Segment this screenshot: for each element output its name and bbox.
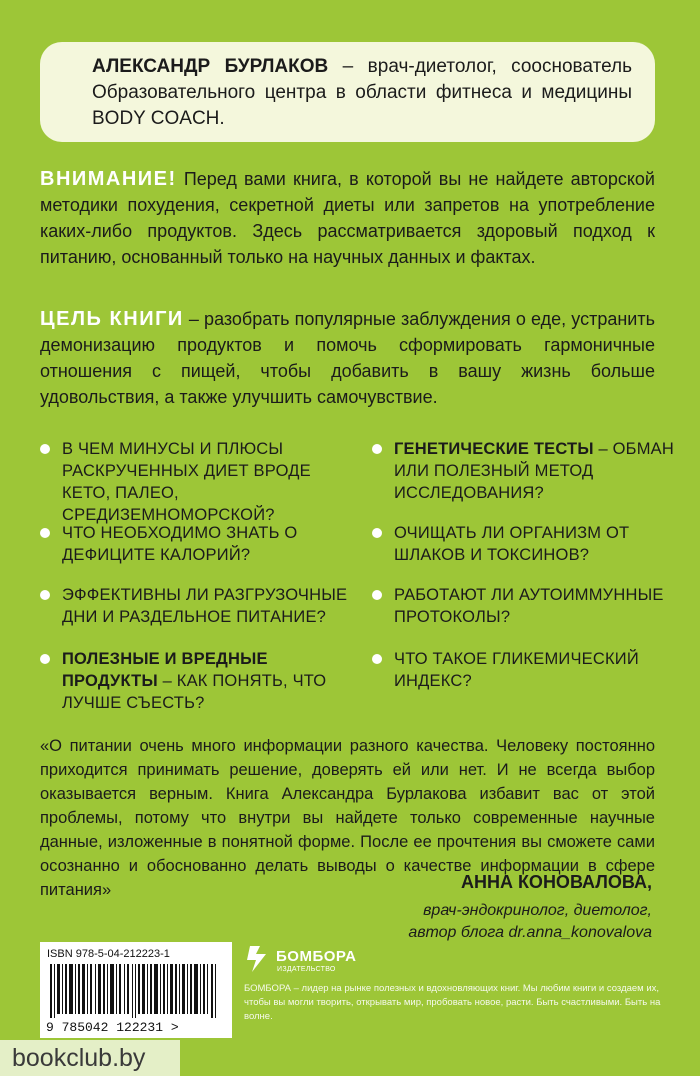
author-bio-text: – врач-диетолог, сооснователь Образовательного центра в области фитнеса и медицины BODY COACH. bbox=[92, 56, 632, 129]
question-item bbox=[394, 438, 674, 504]
bullet-icon bbox=[372, 528, 382, 538]
bullet-icon bbox=[40, 590, 50, 600]
question-bold: ГЕНЕТИЧЕСКИЕ ТЕСТЫ bbox=[394, 440, 594, 458]
bullet-icon bbox=[40, 444, 50, 454]
attention-lead: ВНИМАНИЕ! bbox=[40, 168, 177, 190]
question-text: ЧТО НЕОБХОДИМО ЗНАТЬ О ДЕФИЦИТЕ КАЛОРИЙ? bbox=[62, 524, 298, 564]
question-item bbox=[62, 648, 362, 714]
reviewer-role-line1: врач-эндокринолог, диетолог, bbox=[423, 902, 652, 919]
question-text: ЭФФЕКТИВНЫ ЛИ РАЗГРУЗОЧНЫЕ ДНИ И РАЗДЕЛЬНОЕ ПИТАНИЕ? bbox=[62, 586, 348, 626]
goal-paragraph bbox=[40, 306, 655, 410]
watermark bbox=[0, 1040, 180, 1076]
author-box bbox=[40, 42, 655, 142]
bombora-logo-icon bbox=[244, 944, 272, 974]
watermark-text: bookclub.by bbox=[12, 1044, 146, 1072]
author-name: АЛЕКСАНДР БУРЛАКОВ bbox=[92, 56, 329, 77]
goal-text: – разобрать популярные заблуждения о еде, устранить демонизацию продуктов и помочь сформировать гармоничные отношения с пищей, чтобы добавить в вашу жизнь больше удовольствия, а также улучшить самочувствие. bbox=[40, 309, 655, 407]
question-item bbox=[62, 522, 362, 566]
barcode-icon bbox=[50, 964, 222, 1018]
bullet-icon bbox=[40, 654, 50, 664]
bullet-icon bbox=[372, 444, 382, 454]
publisher-name: БОМБОРА bbox=[276, 948, 357, 965]
bullet-icon bbox=[40, 528, 50, 538]
reviewer-role-line2: автор блога dr.anna_konovalova bbox=[408, 924, 652, 941]
isbn-label: ISBN 978-5-04-212223-1 bbox=[47, 948, 170, 960]
bullet-icon bbox=[372, 590, 382, 600]
question-item bbox=[394, 648, 674, 692]
question-text: – КАК ПОНЯТЬ, ЧТО ЛУЧШЕ СЪЕСТЬ? bbox=[62, 672, 327, 712]
author-bio bbox=[92, 54, 632, 132]
question-item bbox=[62, 584, 362, 628]
reviewer-role bbox=[252, 900, 652, 944]
publisher-sub: ИЗДАТЕЛЬСТВО bbox=[277, 966, 336, 973]
goal-lead: ЦЕЛЬ КНИГИ bbox=[40, 308, 184, 330]
question-text: РАБОТАЮТ ЛИ АУТОИММУННЫЕ ПРОТОКОЛЫ? bbox=[394, 586, 664, 626]
attention-paragraph bbox=[40, 166, 655, 270]
question-item bbox=[62, 438, 362, 526]
question-text: ЧТО ТАКОЕ ГЛИКЕМИЧЕСКИЙ ИНДЕКС? bbox=[394, 650, 639, 690]
publisher-text: БОМБОРА – лидер на рынке полезных и вдохновляющих книг. Мы любим книги и создаем их, чтобы вы могли творить, открывать мир, пробовать новое, расти. Быть счастливыми. Быть на волне. bbox=[244, 983, 661, 1022]
barcode-box bbox=[40, 942, 232, 1038]
attention-text: Перед вами книга, в которой вы не найдете авторской методики похудения, секретной диеты или запретов на употребление каких-либо продуктов. Здесь рассматривается здоровый подход к питанию, основанный только на научных данных и фактах. bbox=[40, 169, 655, 267]
question-bold: ПОЛЕЗНЫЕ И ВРЕДНЫЕ ПРОДУКТЫ bbox=[62, 650, 268, 690]
review-quote: «О питании очень много информации разного качества. Человеку постоянно приходится принимать решение, доверять ей или нет. И не всегда выбор оказывается верным. Книга Александра Бурлакова избавит вас от этой проблемы, потому что внутри вы найдете только современные научные данные, изложенные в понятной форме. После ее прочтения вы сможете сами осознанно и обоснованно делать выводы о качестве информации в сфере питания» bbox=[40, 737, 655, 899]
question-text: ОЧИЩАТЬ ЛИ ОРГАНИЗМ ОТ ШЛАКОВ И ТОКСИНОВ? bbox=[394, 524, 630, 564]
reviewer-name: АННА КОНОВАЛОВА, bbox=[460, 872, 652, 892]
barcode-number: 9 785042 122231 > bbox=[46, 1020, 179, 1035]
question-item bbox=[394, 584, 674, 628]
bullet-icon bbox=[372, 654, 382, 664]
question-item bbox=[394, 522, 674, 566]
question-text: В ЧЕМ МИНУСЫ И ПЛЮСЫ РАСКРУЧЕННЫХ ДИЕТ ВРОДЕ КЕТО, ПАЛЕО, СРЕДИЗЕМНОМОРСКОЙ? bbox=[62, 440, 311, 524]
question-text: – ОБМАН ИЛИ ПОЛЕЗНЫЙ МЕТОД ИССЛЕДОВАНИЯ? bbox=[394, 440, 674, 502]
